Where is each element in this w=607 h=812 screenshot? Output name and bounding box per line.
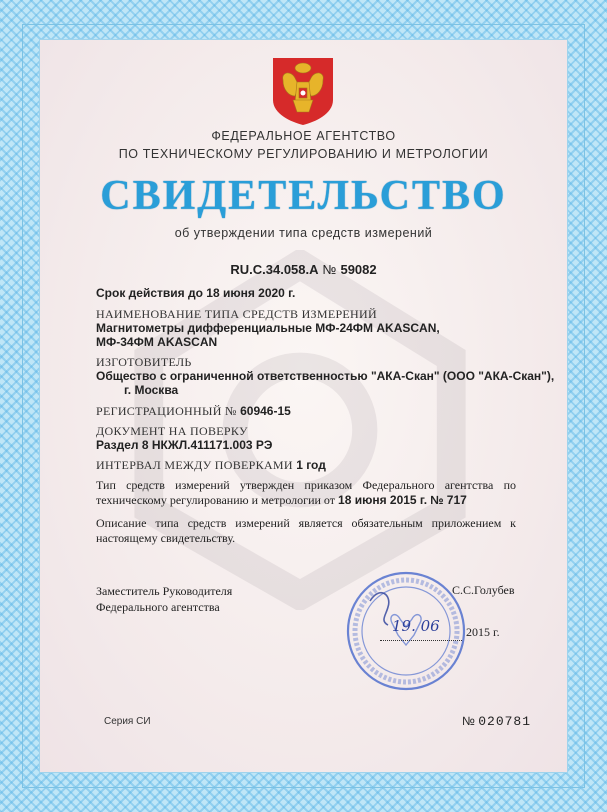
manufacturer-name-line1: Общество с ограниченной ответственностью "АКА-Скан" (ООО "АКА-Скан"), [96,369,555,383]
verification-doc-label: ДОКУМЕНТ НА ПОВЕРКУ [96,424,248,438]
signatory-position-line2: Федерального агентства [96,600,220,614]
agency-name-line1: ФЕДЕРАЛЬНОЕ АГЕНТСТВО [211,129,396,143]
approval-paragraph [96,478,516,508]
validity-value: 18 июня 2020 г. [206,286,296,300]
instrument-label: НАИМЕНОВАНИЕ ТИПА СРЕДСТВ ИЗМЕРЕНИЙ [96,307,377,321]
signatory-position-line1: Заместитель Руководителя [96,584,233,598]
registration-code [0,262,607,277]
certificate-title: СВИДЕТЕЛЬСТВО [100,173,507,219]
approval-text: Тип средств измерений утвержден приказом Федерального агентства по техническому регулированию и метрологии от [96,478,516,507]
annex-note: Описание типа средств измерений является обязательным приложением к настоящему свидетельству. [96,516,516,545]
manufacturer-label: ИЗГОТОВИТЕЛЬ [96,355,192,369]
instrument-name-line2: МФ-34ФМ AKASCAN [96,335,218,349]
validity-row [96,286,295,301]
reg-number-value: 60946-15 [240,404,291,418]
signatory-position [96,583,232,615]
interval-row [96,458,326,473]
certificate-subtitle: об утверждении типа средств измерений [174,226,433,240]
signed-date-handwritten: 19. 06 [392,617,440,635]
reg-number-label: РЕГИСТРАЦИОННЫЙ № [96,404,237,418]
registration-number-value: 59082 [340,262,377,277]
interval-label: ИНТЕРВАЛ МЕЖДУ ПОВЕРКАМИ [96,458,293,472]
reg-number-row [96,404,291,419]
serial-number-value: 020781 [478,714,532,729]
manufacturer-name-line2: г. Москва [124,383,179,397]
signed-date-year: 2015 г. [466,625,500,639]
series-label: Серия СИ [104,716,151,727]
registration-number-sign: № [322,262,337,277]
approval-date: 18 июня 2015 г. [338,493,428,507]
serial-number-sign: № [462,714,475,728]
verification-doc-value: Раздел 8 НКЖЛ.411171.003 РЭ [96,438,273,452]
approval-order-number: № 717 [430,493,467,507]
signatory-name: С.С.Голубев [452,583,515,597]
interval-value: 1 год [296,458,326,472]
instrument-name-line1: Магнитометры дифференциальные МФ-24ФМ AKASCAN, [96,321,440,335]
certificate-serial-number [462,714,531,729]
validity-label: Срок действия до [96,286,203,300]
coat-of-arms-emblem [269,56,337,126]
agency-name-line2: ПО ТЕХНИЧЕСКОМУ РЕГУЛИРОВАНИЮ И МЕТРОЛОГИИ [118,147,489,161]
registration-code-value: RU.C.34.058.A [230,262,319,277]
